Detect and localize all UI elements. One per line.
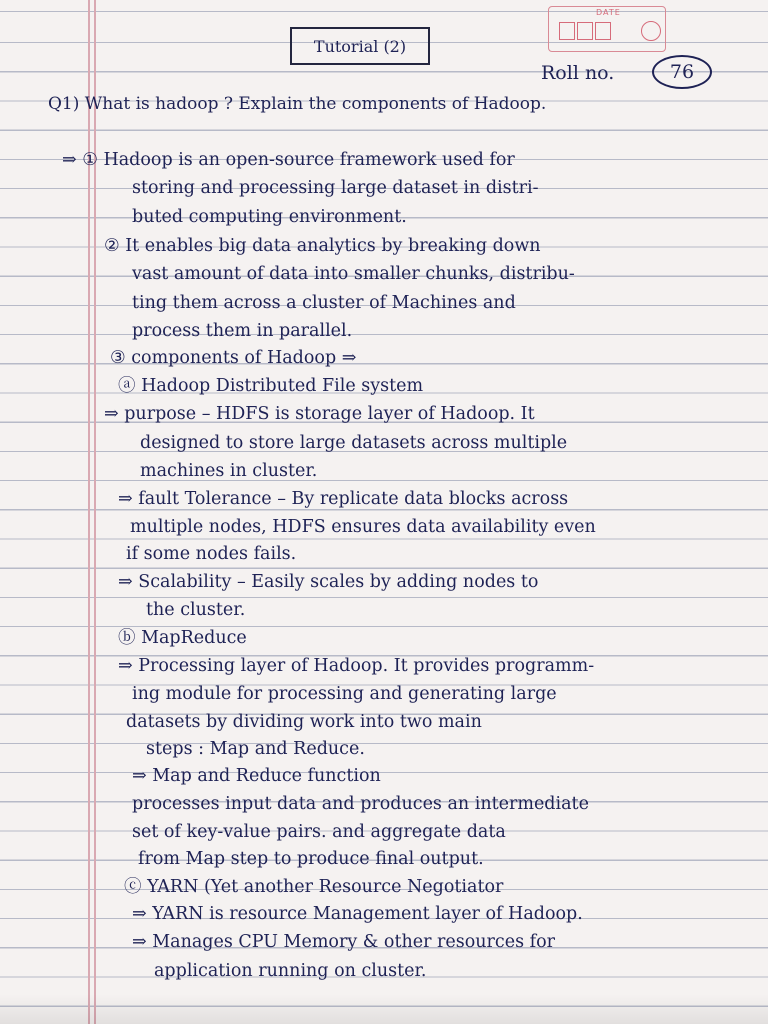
answer-line: ⓐ Hadoop Distributed File system <box>118 376 424 396</box>
answer-line: ③ components of Hadoop ⇒ <box>110 348 357 368</box>
date-stamp-box <box>548 6 666 52</box>
answer-line: designed to store large datasets across multiple <box>140 433 568 453</box>
answer-line: ⓒ YARN (Yet another Resource Negotiator <box>124 877 504 897</box>
answer-line: machines in cluster. <box>140 461 318 481</box>
answer-line: ting them across a cluster of Machines and <box>132 293 516 313</box>
question-heading: Q1) What is hadoop ? Explain the components of Hadoop. <box>48 94 547 114</box>
answer-line: vast amount of data into smaller chunks, distribu- <box>132 264 575 284</box>
answer-line: multiple nodes, HDFS ensures data availability even <box>130 517 596 537</box>
answer-line: buted computing environment. <box>132 207 407 227</box>
date-cells <box>559 22 611 40</box>
answer-line: ⇒ Manages CPU Memory & other resources for <box>132 932 555 952</box>
answer-line: ing module for processing and generating large <box>132 684 557 704</box>
date-label: DATE <box>596 8 621 17</box>
date-circle <box>641 21 661 41</box>
answer-line: set of key-value pairs. and aggregate data <box>132 822 506 842</box>
answer-line: processes input data and produces an intermediate <box>132 794 589 814</box>
answer-line: process them in parallel. <box>132 321 353 341</box>
answer-line: ⇒ Processing layer of Hadoop. It provides programm- <box>118 656 595 676</box>
answer-line: the cluster. <box>146 600 246 620</box>
roll-number-value: 76 <box>652 55 712 89</box>
answer-line: from Map step to produce final output. <box>138 849 484 869</box>
answer-line: ⇒ fault Tolerance – By replicate data blocks across <box>118 489 569 509</box>
answer-line: datasets by dividing work into two main <box>126 712 482 732</box>
answer-line: ⇒ purpose – HDFS is storage layer of Hadoop. It <box>104 404 535 424</box>
answer-line: steps : Map and Reduce. <box>146 739 365 759</box>
answer-line: ⓑ MapReduce <box>118 628 247 648</box>
answer-line: ⇒ ① Hadoop is an open-source framework used for <box>62 150 515 170</box>
roll-number-label: Roll no. <box>541 62 615 84</box>
answer-line: ⇒ Scalability – Easily scales by adding nodes to <box>118 572 539 592</box>
tutorial-title: Tutorial (2) <box>290 27 430 65</box>
answer-line: if some nodes fails. <box>126 544 297 564</box>
answer-line: storing and processing large dataset in distri- <box>132 178 539 198</box>
answer-line: application running on cluster. <box>154 961 427 981</box>
answer-line: ② It enables big data analytics by breaking down <box>104 236 541 256</box>
answer-line: ⇒ Map and Reduce function <box>132 766 381 786</box>
page-shadow <box>0 994 768 1024</box>
answer-line: ⇒ YARN is resource Management layer of Hadoop. <box>132 904 583 924</box>
